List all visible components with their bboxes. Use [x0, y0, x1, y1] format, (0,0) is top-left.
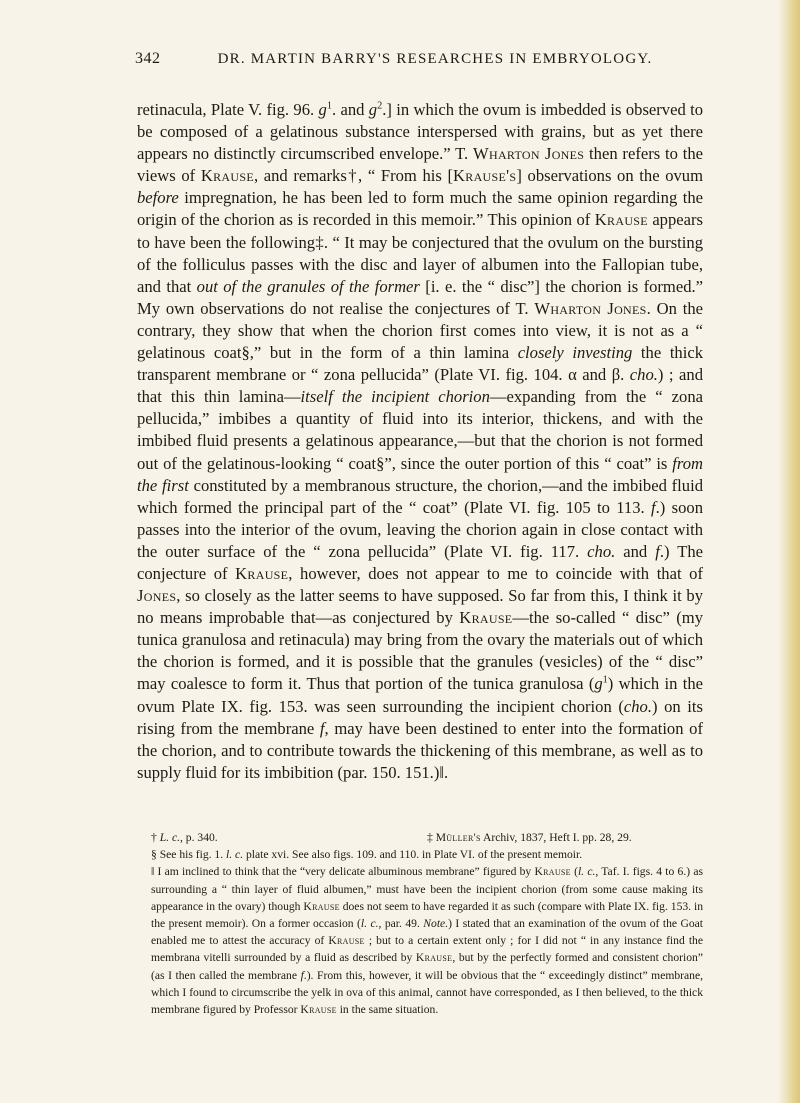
- page-edge: [778, 0, 800, 1103]
- footnote-parallel-run: in the same situation.: [336, 1003, 439, 1017]
- body-text-run: [i. e. the “ disc”] the chorion is formed.” My own observations do not realise the conjectures of T.: [137, 276, 704, 318]
- footnote-parallel-run: , par. 49.: [378, 917, 424, 931]
- body-text-run: . On the contrary, they show that when the chorion first comes into view, it is not as a “ gelatinous coat§,” but in the form of a thin lamina: [137, 298, 703, 363]
- body-text-run: .] in which the ovum is imbedded is observed to be composed of a gelatinous substance interspersed with grains, but as yet there appears no distinctly circumscribed envelope.” T.: [137, 100, 704, 164]
- body-text-run: , may have been destined to enter into the formation of the chorion, and to contribute towards the thickening of this membrane, as well as to supply fluid for its imbibition (par. 150. 151.)‖.: [137, 718, 703, 782]
- body-text-run: 1: [326, 100, 332, 112]
- footnote-dagger: [137, 829, 427, 846]
- body-text-run: , and remarks†, “ From his [: [253, 166, 453, 186]
- footnote-parallel-run: Krause: [328, 934, 365, 948]
- footnote-dagger-ref: , p. 340.: [180, 831, 218, 844]
- body-text-run: impregnation, he has been led to form much the same opinion regarding the origin of the chorion as is recorded in this memoir.” This opinion of: [137, 188, 703, 230]
- footnote-parallel-run: Krause: [300, 1003, 337, 1017]
- body-text-run: Jones: [137, 586, 177, 606]
- body-text-run: out of the granules of the former: [196, 276, 420, 296]
- body-text-run: closely investing: [517, 343, 633, 363]
- footnote-parallel-run: Krause: [415, 951, 453, 965]
- body-text-run: cho.: [623, 696, 652, 716]
- body-text-run: Wharton Jones: [534, 298, 647, 318]
- body-paragraph: [137, 99, 703, 784]
- body-text-run: —the so-called “ disc” (my tunica granulosa and retinacula) may bring from the ovary the materials out of which the chorion is formed, and it is possible that the granules (vesicles) of the “ disc” may coalesce to form it. Thus that portion of the tunica granulosa (: [137, 608, 703, 694]
- footnote-parallel-run: , Taf. I. figs. 4 to 6.) as surrounding a “ thin layer of fluid albumen,” must have been the incipient chorion (from some cause making its appearance in the ovary) though: [151, 865, 703, 913]
- footnote-parallel-run: f: [300, 968, 304, 982]
- body-text-run: ) on its rising from the membrane: [137, 696, 703, 738]
- body-text-run: Krause: [200, 166, 254, 186]
- body-text-run: constituted by a membranous structure, the chorion,—and the imbibed fluid which formed the principal part of the “ coat” (Plate VI. fig. 105 to 113.: [137, 475, 703, 517]
- footnote-parallel-run: ) I stated that an examination of the ovum of the Goat enabled me to attest the accuracy of: [151, 917, 703, 948]
- footnote-parallel-run: Note.: [423, 917, 449, 931]
- footnote-section: [137, 846, 703, 863]
- body-text-run: itself the incipient chorion: [300, 387, 490, 407]
- running-header: [135, 50, 695, 72]
- footnote-parallel-run: ‖ I am inclined to think that the “very delicate albuminous membrane” figured by: [151, 865, 535, 879]
- footnote-parallel-run: l. c.: [360, 917, 379, 931]
- body-text-run: then refers to the views of: [137, 144, 703, 186]
- footnote-section-run: plate xvi. See also figs. 109. and 110. in Plate VI. of the present memoir.: [243, 848, 583, 862]
- body-text-run: Krause's: [452, 166, 517, 186]
- body-text-run: g: [368, 100, 378, 119]
- body-text-run: .) soon passes into the interior of the ovum, leaving the chorion again in close contact with the outer surface of the “ zona pellucida” (Plate VI. fig. 117.: [137, 497, 704, 561]
- body-text-run: appears to have been the following‡. “ It may be conjectured that the ovulum on the bursting of the folliculus passes with the disc and layer of albumen into the Fallopian tube, and that: [137, 210, 703, 296]
- body-text-run: . and: [331, 100, 369, 119]
- footnote-parallel-run: , but by the perfectly formed and consistent chorion” (as I then called the membrane: [151, 951, 703, 982]
- body-text-run: retinacula, Plate V. fig. 96.: [137, 100, 319, 119]
- body-text-run: Krause: [235, 563, 289, 583]
- body-text-run: g: [594, 674, 603, 694]
- footnote-parallel-run: ; but to a certain extent only ; for I did not “ in any instance find the membrana vitelli surrounded by a fluid as described by: [151, 934, 703, 965]
- footnote-ddagger-mark: ‡: [427, 831, 433, 844]
- body-text-run: f: [651, 497, 656, 517]
- footnotes: [137, 829, 703, 1018]
- footnote-dagger-mark: †: [151, 831, 157, 844]
- footnote-parallel-run: .). From this, however, it will be obvious that the “ exceedingly distinct” membrane, which I found to circumscribe the yelk in ova of this animal, cannot have corresponded, as I then believed, to the thick membrane figured by Professor: [151, 968, 703, 1017]
- body-text-run: the thick transparent membrane or “ zona pellucida” (Plate VI. fig. 104. α and β.: [137, 343, 703, 385]
- footnote-ddagger-author: Müller's: [435, 831, 481, 844]
- footnote-dagger-ref-italic: L. c.: [159, 831, 180, 844]
- body-text-run: ] observations on the ovum: [516, 166, 703, 186]
- body-text-run: from the first: [137, 453, 703, 495]
- body-text-run: Wharton Jones: [473, 144, 585, 164]
- footnote-row-dagger: [137, 829, 703, 846]
- body-text-run: 2: [377, 100, 383, 112]
- body-text-run: f: [655, 541, 660, 561]
- footnote-parallel-run: (: [570, 865, 578, 879]
- footnote-parallel-run: Krause: [534, 865, 571, 879]
- footnote-section-run: l. c.: [226, 848, 244, 862]
- body-text-run: cho.: [629, 365, 658, 385]
- body-text-run: Krause: [594, 210, 648, 230]
- body-text: [137, 99, 703, 784]
- footnote-parallel-run: Krause: [303, 899, 340, 913]
- footnote-parallel: [137, 863, 703, 1018]
- body-text-run: f: [319, 718, 325, 738]
- body-text-run: 1: [602, 674, 608, 686]
- footnote-ddagger: [427, 829, 703, 846]
- body-text-run: g: [318, 100, 327, 119]
- body-text-run: ) which in the ovum Plate IX. fig. 153. was seen surrounding the incipient chorion (: [137, 674, 703, 716]
- body-text-run: .) The conjecture of: [137, 541, 703, 583]
- footnote-parallel-run: does not seem to have regarded it as such (compare with Plate IX. fig. 153. in the present memoir). On a former occasion (: [151, 899, 704, 931]
- body-text-run: Krause: [459, 608, 513, 628]
- footnote-parallel-run: l. c.: [577, 865, 596, 879]
- body-text-run: —expanding from the “ zona pellucida,” imbibes a quantity of fluid into its interior, thickens, and with the imbibed fluid presents a gelatinous appearance,—but that the chorion is not formed out of the gelatinous-looking “ coat§”, since the outer portion of this “ coat” is: [137, 387, 703, 473]
- body-text-run: before: [137, 188, 179, 208]
- body-text-run: ) ; and that this thin lamina—: [137, 365, 703, 407]
- body-text-run: and: [615, 541, 656, 561]
- footnote-ddagger-ref: Archiv, 1837, Heft I. pp. 28, 29.: [480, 831, 632, 844]
- running-title: DR. MARTIN BARRY'S RESEARCHES IN EMBRYOLOGY.: [217, 51, 653, 67]
- body-text-run: , however, does not appear to me to coincide with that of: [288, 563, 704, 583]
- page-number: 342: [135, 50, 161, 67]
- body-text-run: , so closely as the latter seems to have supposed. So far from this, I think it by no means improbable that—as conjectured by: [137, 586, 703, 628]
- body-text-run: cho.: [587, 541, 616, 561]
- footnote-section-run: § See his fig. 1.: [151, 848, 227, 862]
